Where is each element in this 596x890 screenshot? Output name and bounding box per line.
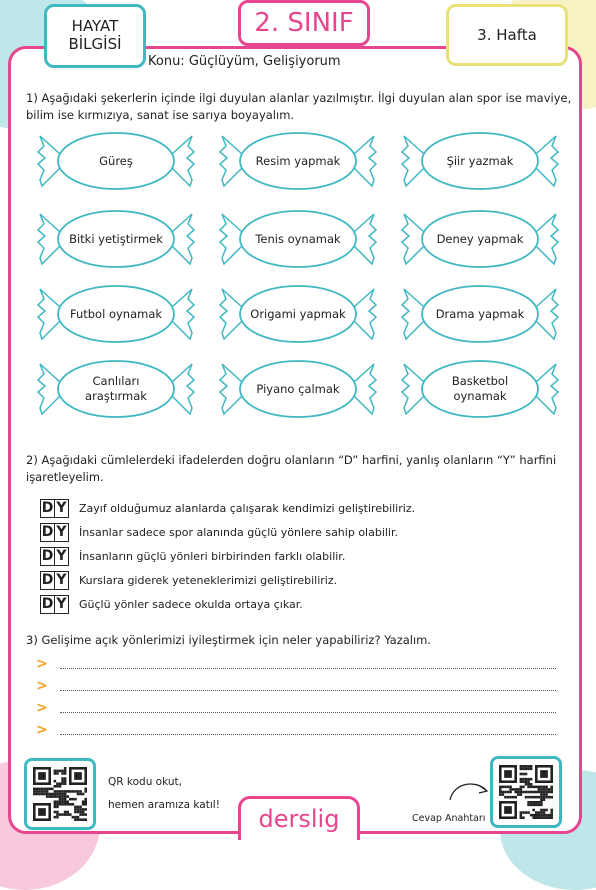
answer-key-label: Cevap Anahtarı xyxy=(412,813,486,824)
candy-label: Bitki yetiştirmek xyxy=(69,231,163,246)
candy-item xyxy=(218,358,378,420)
option-d[interactable]: D xyxy=(41,499,54,516)
option-d[interactable]: D xyxy=(41,595,54,612)
candy-item xyxy=(400,208,560,270)
statement-row xyxy=(40,570,337,590)
dy-checkbox xyxy=(40,547,69,566)
chevron-right-icon: > xyxy=(36,656,48,672)
option-y[interactable]: Y xyxy=(54,500,68,517)
candy-item xyxy=(36,130,196,192)
candy-label: Deney yapmak xyxy=(436,231,524,246)
dy-checkbox xyxy=(40,499,69,518)
candy-label: Basketbol oynamak xyxy=(451,374,509,403)
candy-label: Futbol oynamak xyxy=(69,306,163,321)
candy-item xyxy=(36,358,196,420)
grade-badge: 2. SINIF xyxy=(238,0,370,46)
curved-arrow-icon xyxy=(446,778,490,804)
candy-item xyxy=(218,283,378,345)
statement-text: İnsanlar sadece spor alanında güçlü yönlere sahip olabilir. xyxy=(79,525,398,539)
subject-line1: HAYAT xyxy=(71,17,119,35)
topic-title: Konu: Güçlüyüm, Gelişiyorum xyxy=(148,54,341,69)
option-d[interactable]: D xyxy=(41,547,54,564)
statement-text: Kurslara giderek yeteneklerimizi geliştirebiliriz. xyxy=(79,573,338,587)
candy-item xyxy=(218,208,378,270)
statement-row xyxy=(40,546,345,566)
candy-item xyxy=(36,283,196,345)
dotted-line xyxy=(60,668,556,669)
candy-label: Tenis oynamak xyxy=(255,231,341,246)
option-y[interactable]: Y xyxy=(54,572,68,589)
question-3-text: 3) Gelişime açık yönlerimizi iyileştirmek için neler yapabiliriz? Yazalım. xyxy=(26,633,432,647)
candy-item xyxy=(218,130,378,192)
subject-badge xyxy=(44,4,146,68)
chevron-right-icon: > xyxy=(36,700,48,716)
statement-text: İnsanların güçlü yönleri birbirinden farklı olabilir. xyxy=(79,549,346,563)
subject-line2: BİLGİSİ xyxy=(68,35,122,53)
dotted-line xyxy=(60,690,556,691)
dy-checkbox xyxy=(40,595,69,614)
dy-checkbox xyxy=(40,571,69,590)
candy-item xyxy=(400,130,560,192)
statement-row xyxy=(40,522,398,542)
answer-line[interactable] xyxy=(36,702,556,716)
week-badge: 3. Hafta xyxy=(446,4,568,66)
dotted-line xyxy=(60,712,556,713)
candy-item xyxy=(36,208,196,270)
qr-code-icon xyxy=(33,767,87,821)
candy-item xyxy=(400,283,560,345)
statement-row xyxy=(40,594,303,614)
dy-checkbox xyxy=(40,523,69,542)
chevron-right-icon: > xyxy=(36,722,48,738)
candy-label: Güreş xyxy=(99,153,133,168)
candy-item xyxy=(400,358,560,420)
candy-label: Canlıları araştırmak xyxy=(85,374,147,403)
option-d[interactable]: D xyxy=(41,523,54,540)
answer-line[interactable] xyxy=(36,680,556,694)
qr-invite-text xyxy=(108,774,220,814)
answer-line[interactable] xyxy=(36,724,556,738)
candy-label: Resim yapmak xyxy=(255,153,341,168)
qr-code-left[interactable] xyxy=(24,758,96,830)
option-y[interactable]: Y xyxy=(54,524,68,541)
qr-code-right[interactable] xyxy=(490,756,562,828)
option-y[interactable]: Y xyxy=(54,548,68,565)
qr-code-icon xyxy=(499,765,553,819)
candy-label: Drama yapmak xyxy=(435,306,525,321)
qr-text-line1: QR kodu okut, xyxy=(108,776,182,788)
statement-row xyxy=(40,498,415,518)
option-d[interactable]: D xyxy=(41,571,54,588)
candy-label: Piyano çalmak xyxy=(256,381,340,396)
derslig-logo: derslig xyxy=(238,796,360,840)
question-1-text: 1) Aşağıdaki şekerlerin içinde ilgi duyulan alanlar yazılmıştır. İlgi duyulan alan spor ise maviye, bilim ise kırmızıya, sanat ise sarıya boyayalım. xyxy=(26,91,572,122)
option-y[interactable]: Y xyxy=(54,596,68,613)
statement-text: Zayıf olduğumuz alanlarda çalışarak kendimizi geliştirebiliriz. xyxy=(79,501,416,515)
answer-line[interactable] xyxy=(36,658,556,672)
chevron-right-icon: > xyxy=(36,678,48,694)
statement-text: Güçlü yönler sadece okulda ortaya çıkar. xyxy=(79,597,303,611)
dotted-line xyxy=(60,734,556,735)
qr-text-line2: hemen aramıza katıl! xyxy=(108,799,220,811)
question-2-text: 2) Aşağıdaki cümlelerdeki ifadelerden doğru olanların “D” harfini, yanlış olanların “Y” harfini işaretleyelim. xyxy=(26,453,557,484)
candy-label: Şiir yazmak xyxy=(446,153,514,168)
candy-label: Origami yapmak xyxy=(250,306,346,321)
